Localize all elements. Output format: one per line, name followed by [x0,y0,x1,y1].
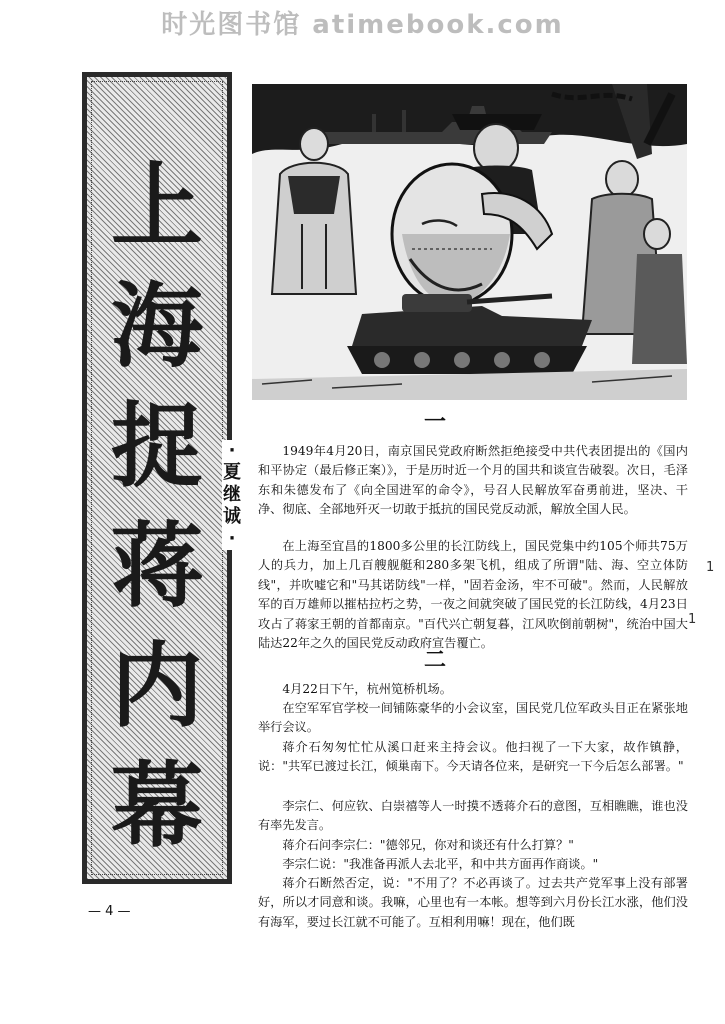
margin-mark: 1 [688,612,697,627]
section-number: 一 [423,410,446,435]
author-char: 诚 [223,506,241,527]
author-byline [222,440,242,550]
paragraph: 李宗仁、何应钦、白崇禧等人一时摸不透蒋介石的意图，互相瞧瞧，谁也没有率先发言。 [258,799,688,833]
margin-mark: 1 [706,560,715,575]
title-char: 幕 [110,753,203,860]
title-char: 蒋 [110,513,203,620]
watermark-text: 时光图书馆 atimebook.com [161,10,564,40]
author-char: · [228,440,236,461]
paragraph: 在空军军官学校一间铺陈豪华的小会议室，国民党几位军政头目正在紧张地举行会议。 [258,701,688,735]
paragraph: 蒋介石断然否定，说："不用了？不必再谈了。过去共产党军事上没有部署好，所以才同意和谈。我嘛，心里也有一本帐。想等到六月份长江水涨，他们没有海军，要过长江就不可能了。互相利用嘛！现在，他们既 [258,876,688,929]
ink-illustration [252,84,687,400]
article-title [87,147,227,867]
title-char: 海 [110,273,203,380]
paragraph: 李宗仁说："我准备再派人去北平，和中共方面再作商谈。" [282,857,599,871]
section-number: 二 [423,648,446,673]
author-char: 夏 [223,462,241,483]
title-box [82,72,232,884]
paragraph: 4月22日下午，杭州笕桥机场。 [282,682,452,696]
paragraph: 蒋介石问李宗仁："德邻兄，你对和谈还有什么打算？" [282,838,574,852]
title-char: 内 [110,633,203,740]
author-char: 继 [223,484,241,505]
title-char: 上 [110,153,203,260]
title-char: 捉 [110,393,203,500]
author-char: · [228,528,236,549]
paragraph: 1949年4月20日，南京国民党政府断然拒绝接受中共代表团提出的《国内和平协定（最后修正案）》，于是历时近一个月的国共和谈宣告破裂。次日，毛泽东和朱德发布了《向全国进军的命令》，号召人民解放军奋勇前进，坚决、干净、彻底、全部地歼灭一切敢于抵抗的国民党反动派，解放全国人民。 [258,444,688,517]
paragraph: 在上海至宜昌的1800多公里的长江防线上，国民党集中约105个师共75万人的兵力，加上几百艘舰艇和280多架飞机，组成了所谓"陆、海、空立体防线"，并吹嘘它和"马其诺防线"一样，"固若金汤，牢不可破"。然而，人民解放军的百万雄师以摧枯拉朽之势，一夜之间就突破了国民党的长江防线，4月23日攻占了蒋家王朝的首都南京。"百代兴亡朝复暮，江风吹倒前朝树"，统治中国大陆达22年之久的国民党反动政府宣告覆亡。 [258,539,688,651]
paragraph: 蒋介石匆匆忙忙从溪口赶来主持会议。他扫视了一下大家，故作镇静，说："共军已渡过长江，倾巢南下。今天请各位来，是研究一下今后怎么部署。" [258,740,688,774]
page-number: — 4 — [88,904,131,919]
